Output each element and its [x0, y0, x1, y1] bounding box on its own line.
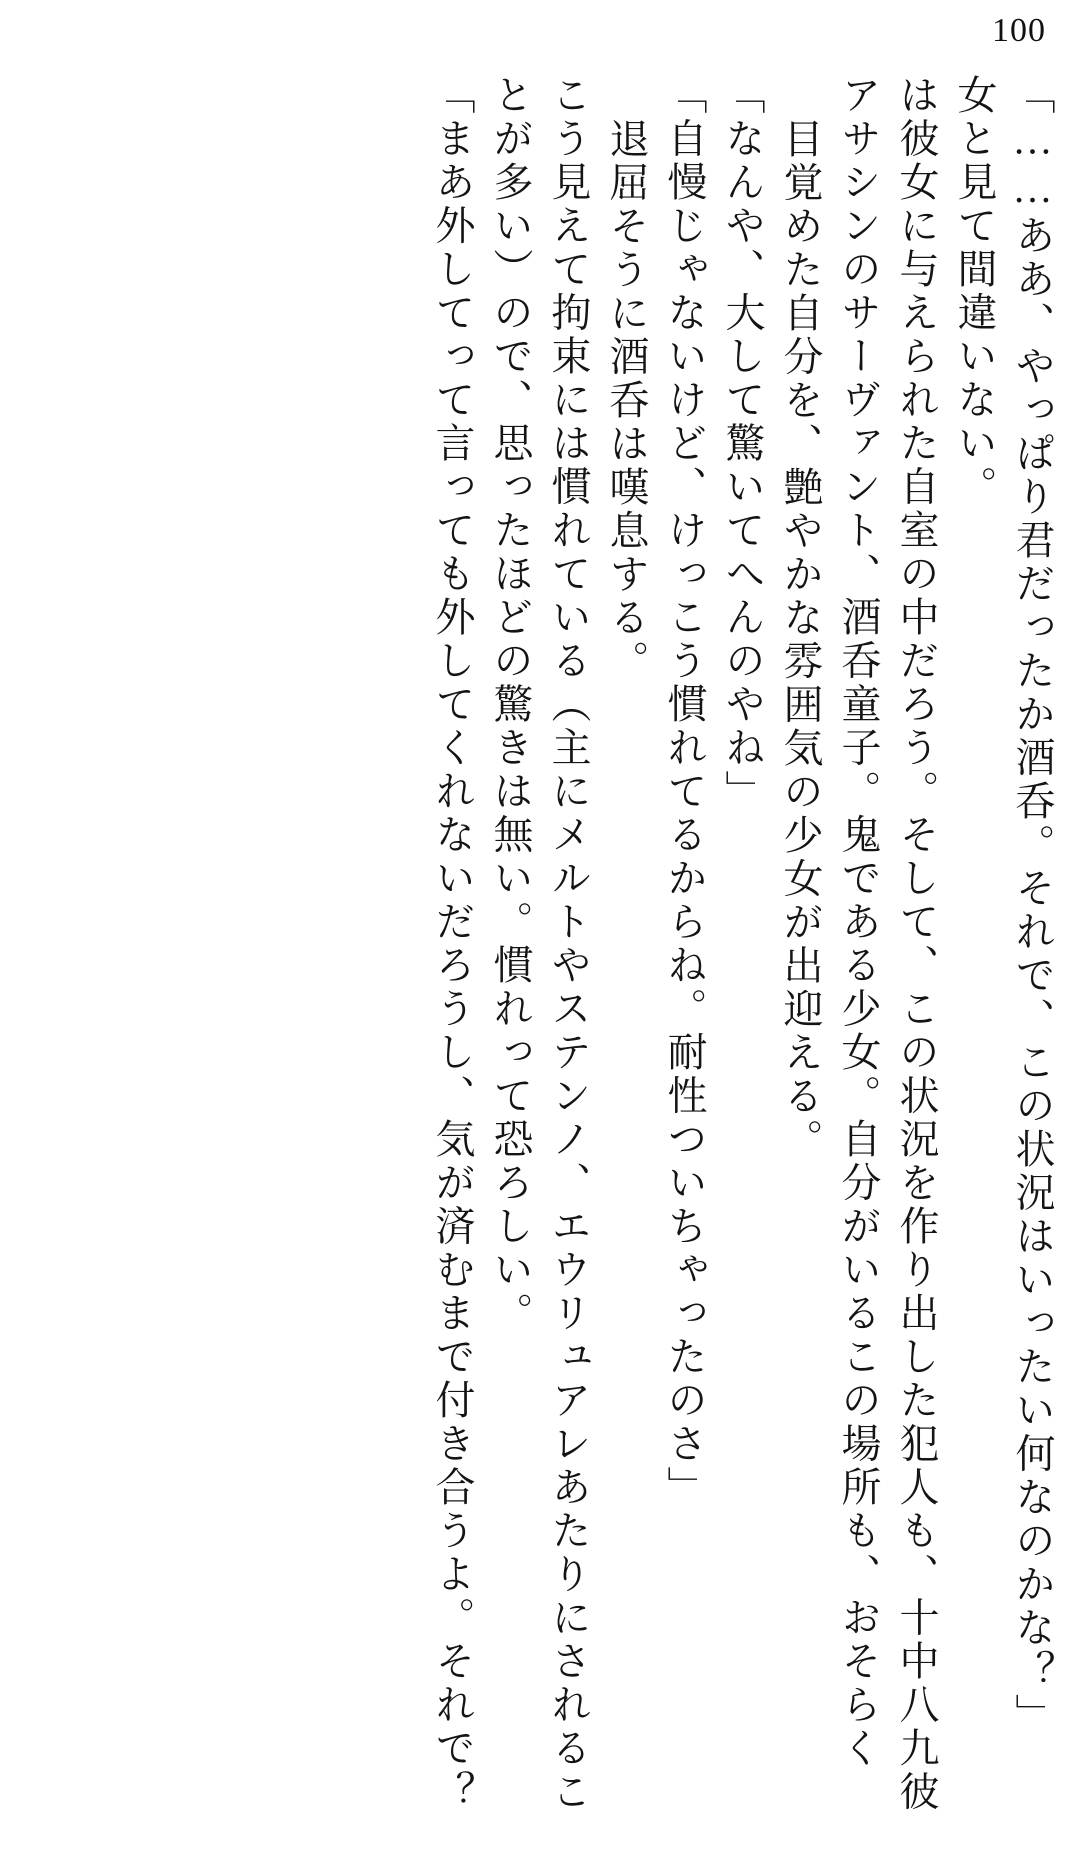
text-line: アサシンのサーヴァント、酒呑童子。鬼である少女。自分がいるこの場所も、おそらく [836, 74, 881, 1771]
text-line: 「まあ外してって言っても外してくれないだろうし、気が済むまで付き合うよ。それで？ [430, 74, 475, 1814]
text-line: とが多い）ので、思ったほどの驚きは無い。慣れって恐ろしい。 [488, 74, 533, 1336]
text-line: こう見えて拘束には慣れている（主にメルトやステンノ、エウリュアレあたりにされるこ [546, 74, 591, 1814]
vertical-text-body [28, 74, 1055, 1831]
text-line: 「自慢じゃないけど、けっこう慣れてるからね。耐性ついちゃったのさ」 [662, 74, 707, 1510]
text-line: 退屈そうに酒呑は嘆息する。 [604, 118, 649, 684]
text-line: 「……ああ、やっぱり君だったか酒呑。それで、この状況はいったい何なのかな？」 [1010, 74, 1055, 1737]
text-line: 女と見て間違いない。 [952, 74, 997, 509]
text-line: 目覚めた自分を、艶やかな雰囲気の少女が出迎える。 [778, 118, 823, 1162]
text-line: は彼女に与えられた自室の中だろう。そして、この状況を作り出した犯人も、十中八九彼 [894, 74, 939, 1814]
page-number: 100 [992, 12, 1046, 49]
text-line: 「なんや、大して驚いてへんのやね」 [720, 74, 765, 814]
